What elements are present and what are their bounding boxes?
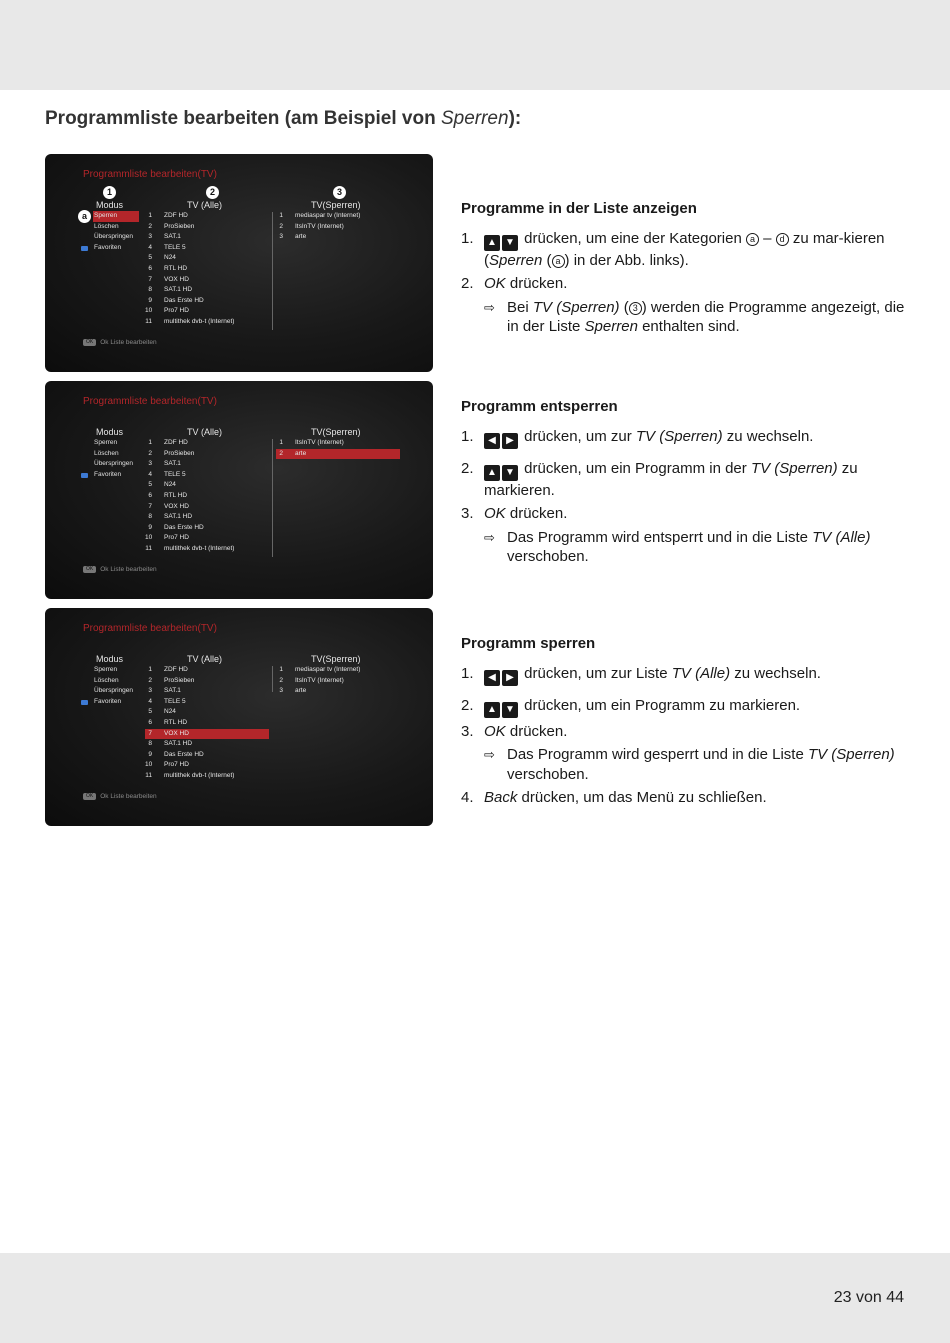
arrow-right-key-icon: ▶: [502, 670, 518, 686]
program-list-all: [145, 211, 269, 328]
result-arrow-icon: ⇨: [484, 299, 495, 315]
step-4: 4. Back drücken, um das Menü zu schließen.: [461, 789, 767, 806]
program-row[interactable]: 10 Pro7 HD: [145, 761, 189, 769]
mode-sperren[interactable]: Sperren: [93, 211, 139, 222]
arrow-left-key-icon: ◀: [484, 670, 500, 686]
step-3: 3. OK drücken.: [461, 722, 568, 740]
locked-row-selected[interactable]: 2 arte: [276, 449, 400, 460]
arrow-down-key-icon: ▼: [502, 235, 518, 251]
column-divider: [272, 666, 273, 692]
mode-list: [93, 438, 139, 480]
locked-row[interactable]: 1 mediaspar tv (Internet): [279, 666, 361, 673]
col-head-mode: Modus: [96, 427, 124, 437]
tv-screen-1: [45, 154, 433, 372]
ok-hint: OK Ok Liste bearbeiten: [83, 793, 157, 800]
col-head-mode: Modus: [96, 654, 124, 664]
marker-a: a: [78, 210, 91, 223]
col-head-locked: TV(Sperren): [311, 200, 361, 210]
program-row[interactable]: 1 ZDF HD: [148, 439, 188, 446]
circle-a-icon: a: [552, 255, 565, 268]
mode-sperren[interactable]: Sperren: [94, 439, 118, 446]
arrow-down-key-icon: ▼: [502, 702, 518, 718]
mode-ueberspringen[interactable]: Überspringen: [94, 233, 134, 241]
section-title: Programm sperren: [461, 635, 596, 652]
folder-icon: [81, 700, 88, 705]
step-3: 3. OK drücken.: [461, 505, 568, 522]
program-row[interactable]: 7 VOX HD: [148, 275, 189, 283]
section-unlock: [461, 397, 911, 571]
col-head-all: TV (Alle): [187, 427, 223, 437]
program-row[interactable]: 5 N24: [148, 708, 176, 716]
program-row[interactable]: 2 ProSieben: [148, 676, 195, 684]
ok-key-icon: OK: [83, 793, 96, 800]
circle-a-icon: a: [746, 233, 759, 246]
arrow-up-key-icon: ▲: [484, 702, 500, 718]
tv-screen-3: [45, 608, 433, 826]
page-number: 23 von 44: [833, 1289, 904, 1306]
bottom-band: [0, 1253, 950, 1343]
marker-3: 3: [333, 186, 346, 199]
col-head-all: TV (Alle): [187, 200, 223, 210]
program-list-all: [145, 665, 269, 782]
locked-row[interactable]: 2 ItsInTV (Internet): [279, 222, 344, 230]
screen-title: Programmliste bearbeiten(TV): [83, 623, 217, 634]
step-2: 2. ▲ ▼ drücken, um ein Programm zu markieren.: [461, 696, 911, 718]
col-head-mode: Modus: [96, 200, 124, 210]
mode-favoriten[interactable]: Favoriten: [94, 697, 122, 705]
result: ⇨ Bei TV (Sperren) ( 3 ) werden die Programme angezeigt, die in der Liste Sperren enthalten sind.: [484, 298, 905, 335]
step-2: 2. ▲ ▼ drücken, um ein Programm in der TV (Sperren) zu markieren.: [461, 459, 858, 499]
program-row[interactable]: 11 multithek dvb-t (Internet): [145, 317, 235, 325]
arrow-right-key-icon: ▶: [502, 433, 518, 449]
program-row-selected[interactable]: 7 VOX HD: [145, 729, 269, 740]
program-row[interactable]: 3 SAT.1: [148, 460, 181, 468]
screen-title: Programmliste bearbeiten(TV): [83, 169, 217, 180]
mode-list: [93, 665, 139, 707]
marker-2: 2: [206, 186, 219, 199]
step-1: 1. ◀ ▶ drücken, um zur Liste TV (Alle) zu wechseln.: [461, 664, 911, 686]
step-1: 1. ◀ ▶ drücken, um zur TV (Sperren) zu wechseln.: [461, 427, 911, 449]
circle-d-icon: d: [776, 233, 789, 246]
section-title: Programm entsperren: [461, 398, 618, 415]
program-row[interactable]: 10 Pro7 HD: [145, 307, 189, 315]
program-list-locked: [276, 211, 400, 243]
top-band: [0, 0, 950, 90]
section-lock: [461, 634, 911, 812]
program-row[interactable]: 9 Das Erste HD: [148, 296, 204, 304]
program-row[interactable]: 8 SAT.1 HD: [148, 286, 193, 294]
program-row[interactable]: 4 TELE 5: [148, 470, 186, 478]
result-arrow-icon: ⇨: [484, 747, 495, 762]
circle-3-icon: 3: [629, 302, 642, 315]
arrow-left-key-icon: ◀: [484, 433, 500, 449]
ok-hint: OK Ok Liste bearbeiten: [83, 566, 157, 573]
arrow-down-key-icon: ▼: [502, 465, 518, 481]
program-row[interactable]: 2 ProSieben: [148, 449, 195, 457]
arrow-up-key-icon: ▲: [484, 465, 500, 481]
page-heading: Programmliste bearbeiten (am Beispiel von Sperren):: [45, 108, 522, 129]
program-row[interactable]: 3 SAT.1: [148, 233, 181, 241]
program-row[interactable]: 11 multithek dvb-t (Internet): [145, 544, 235, 552]
step-2: 2. OK drücken.: [461, 275, 568, 292]
folder-icon: [81, 473, 88, 478]
program-row[interactable]: 5 N24: [148, 481, 176, 489]
program-row[interactable]: 8 SAT.1 HD: [148, 740, 193, 748]
program-row[interactable]: 1 ZDF HD: [148, 212, 188, 219]
result: ⇨ Das Programm wird entsperrt und in die Liste TV (Alle) verschoben.: [484, 528, 871, 565]
program-row[interactable]: 6 RTL HD: [148, 718, 188, 726]
program-row[interactable]: 4 TELE 5: [148, 697, 186, 705]
mode-loeschen[interactable]: Löschen: [94, 449, 119, 457]
locked-row[interactable]: 2 ItsInTV (Internet): [279, 676, 344, 684]
mode-ueberspringen[interactable]: Überspringen: [94, 687, 134, 695]
program-list-all: [145, 438, 269, 555]
tv-screen-2: [45, 381, 433, 599]
step-1: 1. ▲ ▼ drücken, um eine der Kategorien a – d zu mar-kieren (Sperren ( a ) in der Abb. links).: [461, 229, 885, 269]
col-head-locked: TV(Sperren): [311, 427, 361, 437]
ok-key-icon: OK: [83, 566, 96, 573]
column-divider: [272, 212, 273, 330]
locked-row[interactable]: 1 mediaspar tv (Internet): [279, 212, 361, 219]
program-row[interactable]: 7 VOX HD: [148, 502, 189, 510]
mode-list: [93, 211, 139, 253]
program-row[interactable]: 6 RTL HD: [148, 264, 188, 272]
program-row[interactable]: 11 multithek dvb-t (Internet): [145, 771, 235, 779]
mode-sperren[interactable]: Sperren: [94, 666, 118, 673]
mode-ueberspringen[interactable]: Überspringen: [94, 460, 134, 468]
program-row[interactable]: 2 ProSieben: [148, 222, 195, 230]
mode-favoriten[interactable]: Favoriten: [94, 243, 122, 251]
col-head-locked: TV(Sperren): [311, 654, 361, 664]
program-list-locked: [276, 665, 400, 697]
section-show-list: [461, 199, 911, 341]
column-divider: [272, 439, 273, 557]
ok-hint: OK Ok Liste bearbeiten: [83, 339, 157, 346]
program-row[interactable]: 3 SAT.1: [148, 687, 181, 695]
ok-key-icon: OK: [83, 339, 96, 346]
program-row[interactable]: 9 Das Erste HD: [148, 523, 204, 531]
marker-1: 1: [103, 186, 116, 199]
arrow-up-key-icon: ▲: [484, 235, 500, 251]
program-row[interactable]: 5 N24: [148, 254, 176, 262]
locked-row[interactable]: 1 ItsInTV (Internet): [279, 439, 344, 446]
screen-title: Programmliste bearbeiten(TV): [83, 396, 217, 407]
result: ⇨ Das Programm wird gesperrt und in die Liste TV (Sperren) verschoben.: [484, 746, 895, 783]
col-head-all: TV (Alle): [187, 654, 223, 664]
program-row[interactable]: 6 RTL HD: [148, 491, 188, 499]
locked-row[interactable]: 3 arte: [279, 233, 307, 241]
program-list-locked: [276, 438, 400, 459]
section-title: Programme in der Liste anzeigen: [461, 200, 697, 217]
mode-loeschen[interactable]: Löschen: [94, 676, 119, 684]
mode-favoriten[interactable]: Favoriten: [94, 470, 122, 478]
locked-row[interactable]: 3 arte: [279, 687, 307, 695]
program-row[interactable]: 8 SAT.1 HD: [148, 513, 193, 521]
program-row[interactable]: 10 Pro7 HD: [145, 534, 189, 542]
folder-icon: [81, 246, 88, 251]
program-row[interactable]: 9 Das Erste HD: [148, 750, 204, 758]
mode-loeschen[interactable]: Löschen: [94, 222, 119, 230]
program-row[interactable]: 1 ZDF HD: [148, 666, 188, 673]
program-row[interactable]: 4 TELE 5: [148, 243, 186, 251]
result-arrow-icon: ⇨: [484, 529, 495, 545]
